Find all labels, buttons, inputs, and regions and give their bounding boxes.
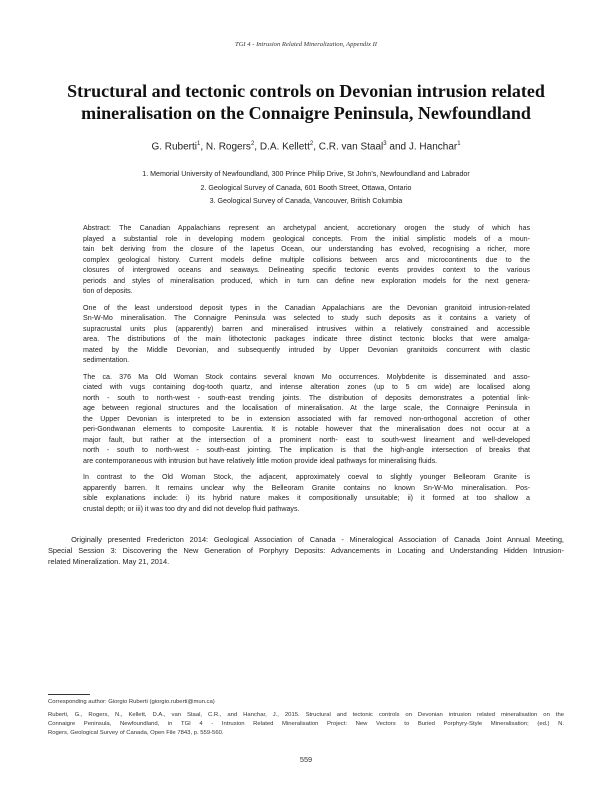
text-line: major fault, but rather at the intersection of a prominent north- east to south-west lineament and well-developed	[83, 435, 530, 444]
author-name: G. Ruberti	[151, 141, 198, 153]
text-line: peri-Gondwanan elements to composite Laurentia. It is notable however that the mineralisation does not occur at a	[83, 425, 530, 433]
abstract	[83, 223, 530, 520]
page-number: 559	[299, 755, 313, 764]
text-line: periods and styles of mineralisation produced, which in turn can define new exploration models for the next genera-	[83, 276, 530, 285]
author-affiliation-mark: 1	[457, 141, 461, 147]
text-line: Originally presented Fredericton 2014: Geological Association of Canada - Mineralogical Association of Canada Joint Annual Meeting,	[48, 535, 564, 544]
author-list	[40, 141, 572, 152]
text-line: crustal depth; or iii) it was too dry and did not develop fluid pathways.	[83, 504, 300, 513]
abstract-paragraph	[83, 223, 530, 297]
text-line: tain belt deriving from the closure of the Iapetus Ocean, our understanding has evolved, recognising a richer, more	[83, 245, 530, 253]
text-line: The ca. 376 Ma Old Woman Stock contains several known Mo occurrences. Molybdenite is disseminated and asso-	[83, 372, 530, 381]
text-line: mated by the Middle Devonian, and subsequently intruded by Upper Devonian granitoids concurrent with clastic	[83, 345, 530, 354]
text-line: ciated with vugs containing dog-tooth quartz, and intense alteration zones (up to 5 cm wide) are localised along	[83, 383, 530, 391]
text-line: related Mineralization. May 21, 2014.	[48, 557, 170, 566]
text-line: Abstract: The Canadian Appalachians represent an archetypal ancient, accretionary orogen the study of which has	[83, 224, 530, 232]
text-line: closures of intergrowed oceans and seaways. Delineating specific tectonic events provides context to the various	[83, 266, 530, 274]
affiliation-list	[40, 168, 572, 209]
author-separator: ,	[313, 141, 319, 153]
text-line: Special Session 3: Discovering the New Generation of Porphyry Deposits: Advancements in Locating and Understanding Hidden Intrusion-	[48, 546, 564, 555]
text-line: Sn-W-Mo mineralisation. The Connaigre Peninsula was selected to study such deposits as it contains a variety of	[83, 314, 530, 322]
author-affiliation-mark: 2	[309, 141, 314, 147]
footnote-citation	[48, 711, 564, 738]
text-line: are contemporaneous with intrusion but have relatively little motion provide ideal pathways for mineralising fluids.	[83, 456, 438, 465]
affiliation-item: 1. Memorial University of Newfoundland, 300 Prince Philip Drive, St John's, Newfoundland and Labrador	[142, 170, 470, 178]
paper-title-line-1: Structural and tectonic controls on Devonian intrusion related	[67, 81, 545, 101]
text-line: One of the least understood deposit types in the Canadian Appalachians are the Devonian granitoid intrusion-related	[83, 303, 530, 312]
author-separator: ,	[254, 141, 260, 153]
abstract-paragraph	[83, 303, 530, 366]
text-line: Connaigre Peninsula, Newfoundland, in TGI 4 - Intrusion Related Mineralisation Project: New Vectors to Buried Porphyry-Style Mineralisation; (ed.) N.	[48, 721, 564, 727]
footnote-corresponding-author	[48, 698, 564, 707]
paper-title	[40, 80, 572, 124]
text-line: Ruberti, G., Rogers, N., Kellett, D.A., van Staal, C.R., and Hanchar, J., 2015. Structural and tectonic controls on Devonian intrusion related mineralisation on the	[48, 712, 564, 718]
author-separator: ,	[200, 141, 206, 153]
author-name: C.R. van Staal	[318, 141, 384, 153]
affiliation-item: 2. Geological Survey of Canada, 601 Booth Street, Ottawa, Ontario	[200, 183, 412, 192]
author-affiliation-mark: 3	[383, 141, 387, 147]
abstract-paragraph	[83, 472, 530, 514]
author-name: D.A. Kellett	[259, 141, 310, 153]
text-line: sedimentation.	[83, 356, 130, 364]
text-line: age between regional structures and the localisation of mineralisation. At the large scale, the Connaigre Peninsula in	[83, 404, 530, 412]
text-line: Corresponding author: Giorgio Ruberti (giorgio.ruberti@mun.ca)	[48, 699, 215, 705]
text-line: complex geological history. Current models define multiple collisions between arcs and microcontinents due to the	[83, 255, 530, 264]
footnote-divider	[48, 694, 90, 695]
text-line: supracrustal units plus (apparently) barren and mineralised intrusives within a relatively constrained and accessible	[83, 324, 530, 333]
text-line: north - south to north-west - south-east trending joints. The distribution of deposits demonstrates a potential link-	[83, 393, 530, 402]
text-line: played a substantial role in developing modern geological concepts. From the initial simplistic models of a moun-	[83, 234, 530, 243]
text-line: tion of deposits.	[83, 287, 133, 295]
author-name: J. Hanchar	[408, 141, 458, 153]
text-line: apparently barren. It remains unclear why the Belleoram Granite contains no known Sn-W-Mo mineralisation. Pos-	[83, 483, 530, 492]
text-line: north - south to north-west - south-east jointing. The implication is that the high-angle intersection of breaks that	[83, 446, 530, 454]
text-line: area. The distributions of the main lithotectonic packages indicate three distinct tectonic blocks that were amalga-	[83, 335, 530, 343]
text-line: sible explanations include: i) its hybrid nature makes it compositionally unsuitable; ii) it formed at too shallow a	[83, 494, 530, 502]
text-line: In contrast to the Old Woman Stock, the adjacent, approximately coeval to slightly younger Belleoram Granite is	[83, 473, 530, 481]
text-line: the Upper Devonian is interpreted to be in extension associated with far removed non-orthogonal accretion of other	[83, 414, 530, 423]
presentation-note	[48, 534, 564, 567]
author-separator: and	[386, 141, 409, 153]
author-affiliation-mark: 2	[250, 141, 255, 147]
running-head: TGI 4 - Intrusion Related Mineralization, Appendix II	[235, 41, 377, 48]
affiliation-item: 3. Geological Survey of Canada, Vancouver, British Columbia	[209, 197, 403, 205]
paper-title-line-2: mineralisation on the Connaigre Peninsula, Newfoundland	[81, 103, 531, 123]
abstract-paragraph	[83, 372, 530, 467]
text-line: Rogers, Geological Survey of Canada, Open File 7843, p. 559-560.	[48, 730, 224, 736]
author-name: N. Rogers	[205, 141, 251, 153]
author-affiliation-mark: 1	[197, 141, 201, 147]
